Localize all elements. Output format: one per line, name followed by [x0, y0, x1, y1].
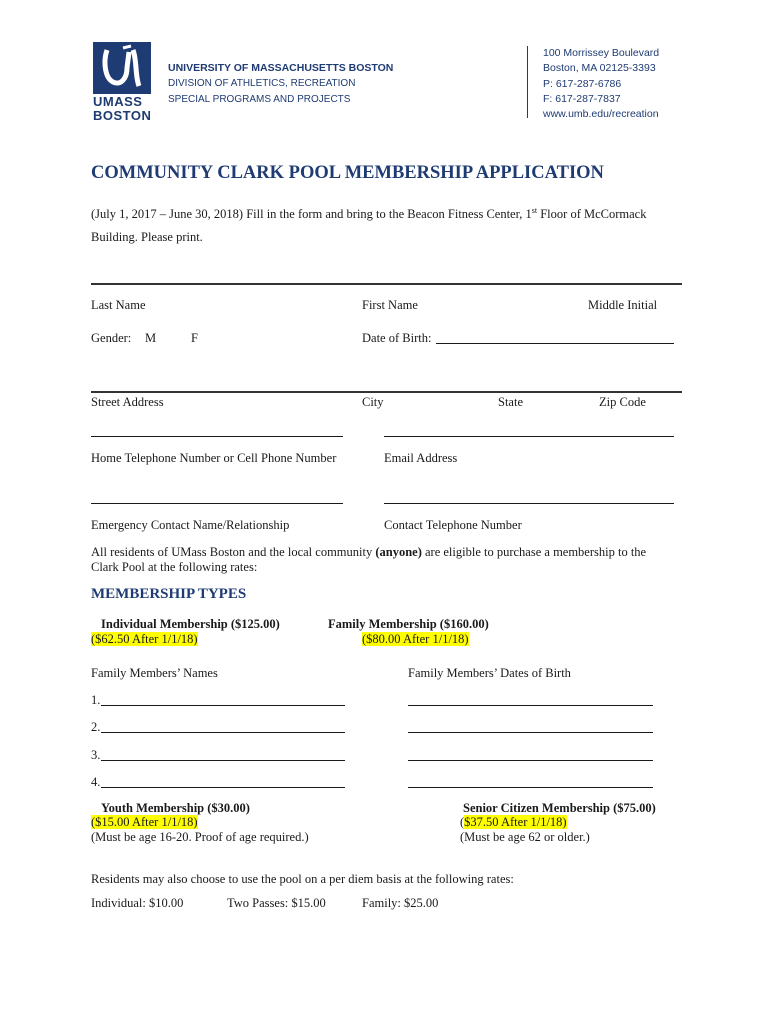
family-name-field[interactable]	[101, 732, 345, 733]
intro-text-a: (July 1, 2017 – June 30, 2018) Fill in the form and bring to the Beacon Fitness Center, 1	[91, 207, 532, 222]
address-line-2: Boston, MA 02125-3393	[543, 62, 656, 75]
family-dob-field[interactable]	[408, 705, 653, 706]
membership-heading: MEMBERSHIP TYPES	[91, 586, 247, 602]
eligibility-text-a: All residents of UMass Boston and the local community	[91, 545, 376, 559]
emergency-contact-field[interactable]	[91, 503, 343, 504]
individual-membership: Individual Membership ($125.00)	[101, 617, 280, 631]
label-family-dobs: Family Members’ Dates of Birth	[408, 666, 571, 680]
eligibility-bold: (anyone)	[375, 545, 422, 559]
row-number: 4.	[91, 775, 101, 789]
label-state: State	[498, 395, 523, 409]
label-middle-initial: Middle Initial	[588, 298, 658, 312]
address-line-1: 100 Morrissey Boulevard	[543, 47, 660, 59]
label-zip: Zip Code	[599, 395, 646, 409]
family-dob-field[interactable]	[408, 787, 653, 788]
youth-late-rate	[91, 815, 198, 830]
intro-line-2: Building. Please print.	[91, 230, 203, 244]
label-emergency-contact: Emergency Contact Name/Relationship	[91, 518, 290, 532]
youth-note: (Must be age 16-20. Proof of age required.)	[91, 830, 309, 844]
family-dob-field[interactable]	[408, 732, 653, 733]
label-city: City	[362, 395, 384, 409]
row-number: 2.	[91, 720, 101, 734]
intro-text-b: Floor of McCormack	[537, 207, 647, 222]
umass-logo	[93, 42, 151, 122]
family-late-rate	[362, 632, 469, 647]
senior-note: (Must be age 62 or older.)	[460, 830, 590, 844]
per-diem-family: Family: $25.00	[362, 896, 439, 910]
dob-field[interactable]	[436, 343, 674, 344]
umass-logo-mark	[93, 42, 151, 94]
family-name-field[interactable]	[101, 760, 345, 761]
label-last-name: Last Name	[91, 298, 146, 312]
senior-late-rate	[460, 815, 567, 830]
label-first-name: First Name	[362, 298, 418, 312]
family-late-text: ($80.00 After 1/1/18)	[362, 632, 469, 646]
page-title: COMMUNITY CLARK POOL MEMBERSHIP APPLICATION	[91, 163, 604, 183]
label-contact-phone: Contact Telephone Number	[384, 518, 522, 532]
label-gender: Gender:	[91, 331, 132, 345]
label-date-of-birth: Date of Birth:	[362, 331, 432, 345]
individual-late-rate	[91, 632, 198, 647]
youth-membership: Youth Membership ($30.00)	[101, 801, 250, 815]
university-name: UNIVERSITY OF MASSACHUSETTS BOSTON	[168, 62, 394, 74]
gender-option-m[interactable]: M	[145, 331, 157, 345]
family-name-field[interactable]	[101, 705, 345, 706]
row-number: 1.	[91, 693, 101, 707]
per-diem-intro: Residents may also choose to use the pool on a per diem basis at the following rates:	[91, 872, 514, 886]
eligibility-line-2: Clark Pool at the following rates:	[91, 560, 258, 574]
division-line-2: SPECIAL PROGRAMS AND PROJECTS	[168, 94, 351, 105]
family-membership: Family Membership ($160.00)	[328, 617, 489, 631]
division-line-1: DIVISION OF ATHLETICS, RECREATION	[168, 78, 356, 89]
row-number: 3.	[91, 748, 101, 762]
logo-text-umass: UMASS	[93, 94, 143, 109]
phone-number: P: 617-287-6786	[543, 77, 622, 90]
home-phone-field[interactable]	[91, 436, 343, 437]
eligibility-text-b: are eligible to purchase a membership to the	[421, 545, 647, 559]
header-divider	[527, 46, 528, 118]
youth-late-text: ($15.00 After 1/1/18)	[91, 815, 198, 829]
individual-late-text: ($62.50 After 1/1/18)	[91, 632, 198, 646]
family-name-field[interactable]	[101, 787, 345, 788]
gender-option-f[interactable]: F	[191, 331, 198, 345]
address-block	[543, 46, 659, 122]
section-rule-2	[91, 391, 682, 393]
label-street-address: Street Address	[91, 395, 164, 409]
per-diem-two-passes: Two Passes: $15.00	[227, 896, 326, 910]
website-link[interactable]: www.umb.edu/recreation	[543, 108, 659, 121]
intro-sup: st	[531, 206, 538, 215]
senior-late-text: $37.50 After 1/1/18)	[464, 815, 567, 829]
email-field[interactable]	[384, 436, 674, 437]
fax-number: F: 617-287-7837	[543, 92, 621, 105]
logo-text-boston: BOSTON	[93, 108, 152, 123]
section-rule-1	[91, 283, 682, 285]
senior-late-paren: (	[460, 815, 465, 829]
eligibility-line-1	[91, 545, 646, 560]
label-family-names: Family Members’ Names	[91, 666, 218, 680]
per-diem-individual: Individual: $10.00	[91, 896, 184, 910]
label-email: Email Address	[384, 451, 458, 465]
contact-phone-field[interactable]	[384, 503, 674, 504]
label-home-phone: Home Telephone Number or Cell Phone Number	[91, 451, 337, 465]
intro-line-1	[91, 206, 646, 222]
senior-membership: Senior Citizen Membership ($75.00)	[463, 801, 656, 815]
family-dob-field[interactable]	[408, 760, 653, 761]
